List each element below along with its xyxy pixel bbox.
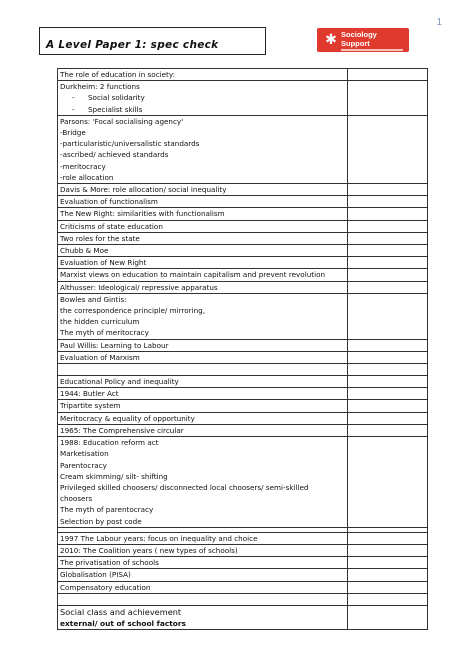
topic-cell: Compensatory education [58,581,348,593]
check-cell[interactable] [348,115,428,183]
table-row [58,339,428,351]
table-row [58,351,428,363]
logo-text: Sociology Support [341,30,377,48]
table-row [58,69,428,81]
table-row [58,115,428,183]
check-cell[interactable] [348,424,428,436]
check-cell[interactable] [348,593,428,605]
topic-cell: 1944: Butler Act [58,388,348,400]
spec-check-table [57,68,428,630]
check-cell[interactable] [348,208,428,220]
empty-row [58,593,428,605]
table-row [58,208,428,220]
check-cell[interactable] [348,257,428,269]
sociology-support-logo [317,28,409,52]
table-row [58,184,428,196]
topic-cell: Davis & More: role allocation/ social inequality [58,184,348,196]
topic-cell [58,605,348,629]
topic-cell: Globalisation (PISA) [58,569,348,581]
topic-cell: Durkheim: 2 functions - Social solidarity - Specialist skills [58,81,348,116]
table-row [58,581,428,593]
topic-cell: Parsons: 'Focal socialising agency' -Bridge -particularistic/universalistic standards -ascribed/ achieved standards -meritocracy -role allocation [58,115,348,183]
table-row [58,437,428,528]
table-row [58,424,428,436]
check-cell[interactable] [348,544,428,556]
check-cell[interactable] [348,281,428,293]
topic-cell: Tripartite system [58,400,348,412]
table-row [58,544,428,556]
check-cell[interactable] [348,245,428,257]
table-row [58,532,428,544]
table-row [58,257,428,269]
topic-cell: The privatisation of schools [58,557,348,569]
document-title: A Level Paper 1: spec check [46,39,219,51]
check-cell[interactable] [348,605,428,629]
check-cell[interactable] [348,412,428,424]
check-cell[interactable] [348,437,428,528]
topic-cell: Evaluation of functionalism [58,196,348,208]
check-cell[interactable] [348,232,428,244]
topic-cell: Paul Willis: Learning to Labour [58,339,348,351]
check-cell[interactable] [348,196,428,208]
topic-cell: 2010: The Coalition years ( new types of schools) [58,544,348,556]
table-row [58,400,428,412]
table-row [58,269,428,281]
topic-cell: 1997 The Labour years: focus on inequality and choice [58,532,348,544]
table-row [58,412,428,424]
table-row [58,557,428,569]
table-row [58,196,428,208]
topic-cell: Marxist views on education to maintain capitalism and prevent revolution [58,269,348,281]
check-cell[interactable] [348,400,428,412]
table-row [58,605,428,629]
empty-cell [58,364,348,376]
check-cell[interactable] [348,220,428,232]
topic-cell: Evaluation of Marxism [58,351,348,363]
empty-cell [58,593,348,605]
table-row [58,220,428,232]
topic-cell: Bowles and Gintis: the correspondence principle/ mirroring, the hidden curriculum The myth of meritocracy [58,293,348,339]
topic-cell: Meritocracy & equality of opportunity [58,412,348,424]
section-heading: Educational Policy and inequality [58,376,348,388]
check-cell[interactable] [348,364,428,376]
check-cell[interactable] [348,351,428,363]
topic-cell: 1965: The Comprehensive circular [58,424,348,436]
topic-cell: Chubb & Moe [58,245,348,257]
table-row [58,281,428,293]
section-subheading: external/ out of school factors [60,618,186,628]
check-cell[interactable] [348,376,428,388]
topic-cell: Two roles for the state [58,232,348,244]
section-heading: Social class and achievement [60,606,182,617]
table-row [58,376,428,388]
topic-cell: Criticisms of state education [58,220,348,232]
check-cell[interactable] [348,269,428,281]
check-cell[interactable] [348,81,428,116]
check-cell[interactable] [348,69,428,81]
check-cell[interactable] [348,339,428,351]
table-row [58,293,428,339]
topic-cell: Evaluation of New Right [58,257,348,269]
table-row [58,245,428,257]
check-cell[interactable] [348,388,428,400]
topic-cell: The New Right: similarities with functionalism [58,208,348,220]
logo-underline [341,49,403,51]
page-number: 1 [436,17,442,28]
check-cell[interactable] [348,184,428,196]
title-box [39,27,266,55]
table-row [58,81,428,116]
topic-cell: Althusser: Ideological/ repressive apparatus [58,281,348,293]
section-heading: The role of education in society: [58,69,348,81]
table-row [58,232,428,244]
table-row [58,569,428,581]
topic-cell: 1988: Education reform act Marketisation Parentocracy Cream skimming/ silt- shifting Privileged skilled choosers/ disconnected local choosers/ semi-skilled choosers The myth of parentocracy Selection by post code [58,437,348,528]
table-row [58,388,428,400]
people-icon: ✱ [325,32,337,48]
check-cell[interactable] [348,569,428,581]
check-cell[interactable] [348,532,428,544]
empty-row [58,364,428,376]
check-cell[interactable] [348,581,428,593]
check-cell[interactable] [348,293,428,339]
check-cell[interactable] [348,557,428,569]
